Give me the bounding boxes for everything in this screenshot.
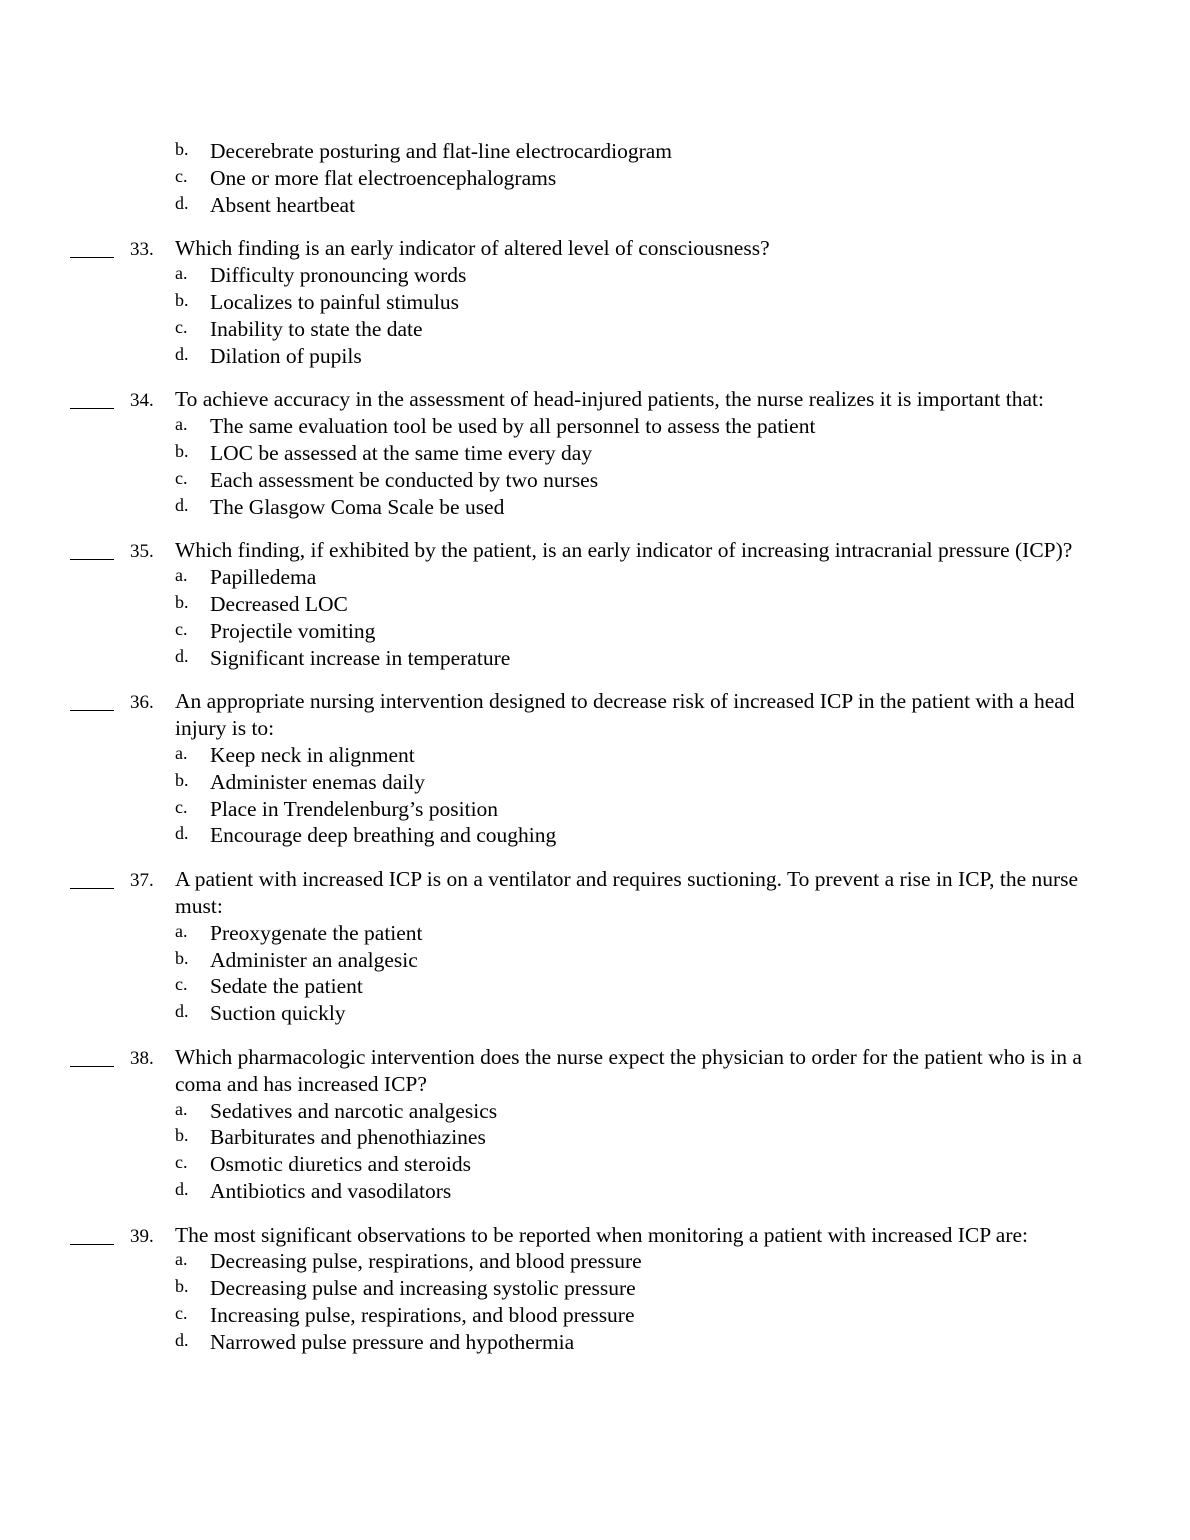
choice-letter: a. [175, 263, 188, 284]
choice-letter: c. [175, 165, 188, 186]
choice [0, 742, 1190, 769]
choice-text: LOC be assessed at the same time every day [210, 440, 593, 465]
choice-letter: d. [175, 1178, 189, 1199]
choice-text: Decreasing pulse and increasing systolic pressure [210, 1276, 636, 1301]
choice-text: Place in Trendelenburg’s position [210, 796, 499, 821]
choice-text: Decreased LOC [210, 591, 348, 616]
choice-letter: d. [175, 645, 189, 666]
choice-text: The Glasgow Coma Scale be used [210, 494, 505, 519]
choice [0, 413, 1190, 440]
choice-text: Suction quickly [210, 1001, 346, 1026]
choice-letter: b. [175, 769, 189, 790]
answer-blank[interactable] [70, 387, 114, 409]
choice [0, 343, 1190, 370]
choice-text: Sedate the patient [210, 974, 363, 999]
choice-letter: a. [175, 1249, 188, 1270]
choice [0, 262, 1190, 289]
choice-text: Osmotic diuretics and steroids [210, 1152, 471, 1177]
choice-letter: d. [175, 494, 189, 515]
choice [0, 316, 1190, 343]
choice-text: The same evaluation tool be used by all personnel to assess the patient [210, 414, 816, 439]
question-stem: To achieve accuracy in the assessment of head-injured patients, the nurse realizes it is important that: [175, 387, 1044, 412]
answer-blank[interactable] [70, 538, 114, 560]
question-number: 33. [130, 239, 154, 261]
choice [0, 769, 1190, 796]
choice-text: Narrowed pulse pressure and hypothermia [210, 1329, 575, 1354]
choice-letter: a. [175, 565, 188, 586]
choice-text: Absent heartbeat [210, 192, 356, 217]
question-stem: Which finding, if exhibited by the patient, is an early indicator of increasing intracranial pressure (ICP)? [175, 538, 1073, 563]
choice-letter: b. [175, 289, 189, 310]
question-number: 38. [130, 1047, 154, 1069]
choice-text: Decreasing pulse, respirations, and blood pressure [210, 1249, 642, 1274]
choice-text: Encourage deep breathing and coughing [210, 823, 557, 848]
question-number: 36. [130, 692, 154, 714]
choice-text: Decerebrate posturing and flat-line electrocardiogram [210, 139, 673, 163]
choice-letter: c. [175, 316, 188, 337]
choice [0, 138, 1190, 165]
choice-letter: b. [175, 1125, 189, 1146]
choice-letter: b. [175, 440, 189, 461]
question-number: 34. [130, 390, 154, 412]
question-34 [0, 386, 1190, 520]
choice [0, 1329, 1190, 1356]
choice-text: One or more flat electroencephalograms [210, 165, 557, 190]
choice [0, 973, 1190, 1000]
choice-letter: c. [175, 974, 188, 995]
choice [0, 1302, 1190, 1329]
answer-blank[interactable] [70, 1223, 114, 1245]
question-stem: The most significant observations to be reported when monitoring a patient with increased ICP are: [175, 1222, 1029, 1247]
choice [0, 822, 1190, 849]
choice-text: Sedatives and narcotic analgesics [210, 1098, 498, 1123]
answer-blank[interactable] [70, 1045, 114, 1067]
choice [0, 1275, 1190, 1302]
choice-letter: a. [175, 920, 188, 941]
choice-letter: c. [175, 467, 188, 488]
choice-text: Papilledema [210, 565, 317, 590]
choice [0, 1124, 1190, 1151]
choice-text: Barbiturates and phenothiazines [210, 1125, 486, 1150]
choice-text: Difficulty pronouncing words [210, 263, 467, 288]
choice [0, 192, 1190, 219]
choice-text: Keep neck in alignment [210, 742, 415, 767]
choice [0, 618, 1190, 645]
question-stem: Which pharmacologic intervention does the nurse expect the physician to order for the patient who is in a coma and has increased ICP? [175, 1044, 1082, 1096]
choice-text: Antibiotics and vasodilators [210, 1178, 452, 1203]
choice-letter: d. [175, 192, 189, 213]
question-33 [0, 235, 1190, 369]
choice-text: Localizes to painful stimulus [210, 289, 459, 314]
question-35 [0, 537, 1190, 671]
choice-letter: c. [175, 618, 188, 639]
choice [0, 1000, 1190, 1027]
question-list [0, 138, 1190, 1373]
choice-text: Projectile vomiting [210, 618, 376, 643]
choice-letter: b. [175, 139, 189, 159]
choice-letter: c. [175, 796, 188, 817]
choice-text: Administer enemas daily [210, 769, 425, 794]
choice-text: Preoxygenate the patient [210, 920, 423, 945]
choice [0, 564, 1190, 591]
choice [0, 1151, 1190, 1178]
choice-text: Significant increase in temperature [210, 645, 511, 670]
choice-letter: a. [175, 1098, 188, 1119]
choice-letter: c. [175, 1303, 188, 1324]
choice [0, 645, 1190, 672]
question-39 [0, 1222, 1190, 1356]
choice-letter: b. [175, 947, 189, 968]
continued-choices [0, 138, 1190, 218]
question-36 [0, 688, 1190, 849]
choice [0, 1248, 1190, 1275]
choice [0, 467, 1190, 494]
choice [0, 165, 1190, 192]
choice [0, 920, 1190, 947]
choice [0, 494, 1190, 521]
choice [0, 796, 1190, 823]
choice [0, 289, 1190, 316]
choice-letter: d. [175, 1001, 189, 1022]
answer-blank[interactable] [70, 236, 114, 258]
choice [0, 591, 1190, 618]
question-stem: Which finding is an early indicator of altered level of consciousness? [175, 236, 770, 261]
choice-text: Dilation of pupils [210, 343, 362, 368]
question-stem: A patient with increased ICP is on a ventilator and requires suctioning. To prevent a rise in ICP, the nurse must: [175, 867, 1079, 918]
choice-text: Each assessment be conducted by two nurses [210, 467, 599, 492]
answer-blank[interactable] [70, 867, 114, 889]
choice [0, 1178, 1190, 1205]
question-number: 35. [130, 541, 154, 563]
choice [0, 440, 1190, 467]
choice-text: Administer an analgesic [210, 947, 418, 972]
question-37 [0, 866, 1190, 1027]
question-stem: An appropriate nursing intervention designed to decrease risk of increased ICP in the patient with a head injury is to: [175, 689, 1075, 741]
choice-letter: b. [175, 1276, 189, 1297]
answer-blank[interactable] [70, 689, 114, 711]
question-number: 39. [130, 1225, 154, 1247]
choice-letter: a. [175, 742, 188, 763]
choice-text: Increasing pulse, respirations, and blood pressure [210, 1303, 635, 1328]
choice-letter: a. [175, 414, 188, 435]
choice-text: Inability to state the date [210, 316, 423, 341]
choice [0, 947, 1190, 974]
choice-letter: d. [175, 343, 189, 364]
choice-letter: c. [175, 1152, 188, 1173]
choice-letter: d. [175, 823, 189, 844]
choice [0, 1098, 1190, 1125]
choice-letter: d. [175, 1329, 189, 1350]
choice-letter: b. [175, 591, 189, 612]
question-38 [0, 1044, 1190, 1205]
question-number: 37. [130, 870, 154, 892]
